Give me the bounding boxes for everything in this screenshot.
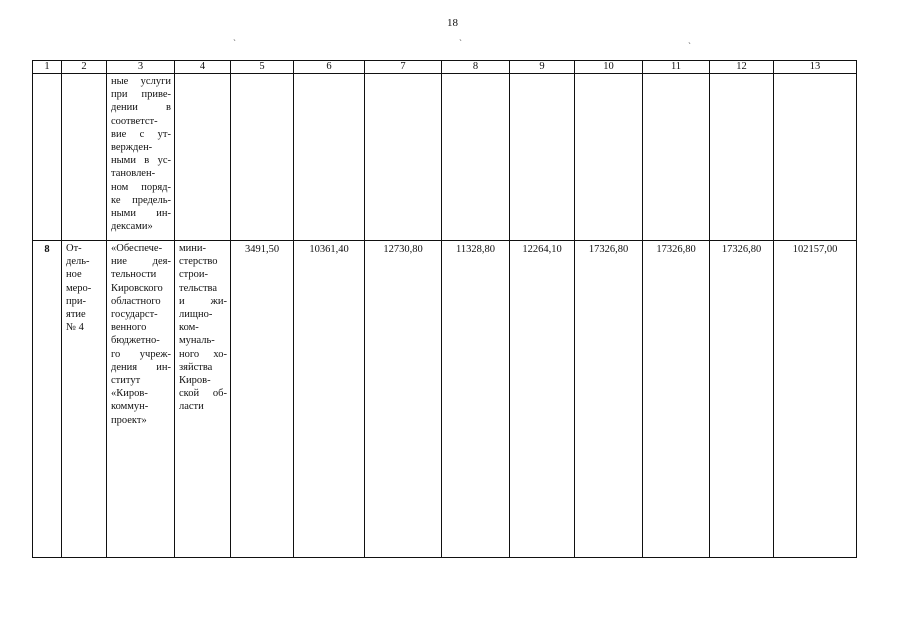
table-cell xyxy=(774,74,857,241)
value-col13-total: 102157,00 xyxy=(792,244,838,255)
text-line: при- xyxy=(66,295,86,307)
value-cell xyxy=(710,241,774,558)
text-line: венного xyxy=(111,322,147,334)
table-cell xyxy=(510,74,575,241)
value-cell xyxy=(231,241,294,558)
scan-speck: ˏ xyxy=(688,34,691,44)
page-number: 18 xyxy=(447,17,458,29)
table-cell xyxy=(710,74,774,241)
column-header: 9 xyxy=(510,61,575,74)
text-line: соответст- xyxy=(111,115,158,127)
text-line: ласти xyxy=(179,401,204,413)
text-line: зяйства xyxy=(179,361,213,373)
activity-description xyxy=(107,241,174,427)
table-cell xyxy=(231,74,294,241)
text-line: и жи- xyxy=(179,295,227,307)
text-line: От- xyxy=(66,243,82,254)
text-line: ститут xyxy=(111,375,141,387)
table-cell xyxy=(175,74,231,241)
text-line: «Киров- xyxy=(111,388,148,400)
column-header: 10 xyxy=(575,61,643,74)
text-line: коммун- xyxy=(111,401,149,413)
table-cell xyxy=(575,74,643,241)
data-table xyxy=(32,60,857,558)
text-line: государст- xyxy=(111,309,158,321)
text-line: областного xyxy=(111,295,161,307)
text-line: Киров- xyxy=(179,375,211,387)
table-cell xyxy=(365,74,442,241)
column-header: 3 xyxy=(107,61,175,74)
text-line: «Обеспече- xyxy=(111,243,163,254)
text-line: ской об- xyxy=(179,388,227,400)
text-line: го учреж- xyxy=(111,348,171,360)
value-cell xyxy=(294,241,365,558)
text-line: дексами» xyxy=(111,221,153,233)
text-line: Кировского xyxy=(111,282,163,294)
text-line: проект» xyxy=(111,414,147,426)
column-header: 8 xyxy=(442,61,510,74)
text-line: при приве- xyxy=(111,89,171,101)
text-line: меро- xyxy=(66,282,92,294)
table-cell xyxy=(442,74,510,241)
activity-description-cell xyxy=(107,241,175,558)
scan-speck: ˋ xyxy=(459,38,462,48)
text-line: № 4 xyxy=(66,322,84,334)
value-col8: 11328,80 xyxy=(456,244,495,255)
row-number-cell xyxy=(33,241,62,558)
text-line: бюджетно- xyxy=(111,335,160,347)
column-header: 7 xyxy=(365,61,442,74)
value-col12: 17326,80 xyxy=(721,244,762,255)
text-line: ком- xyxy=(179,322,199,334)
table-cell-description xyxy=(107,74,175,241)
text-line: тельности xyxy=(111,269,157,281)
column-header: 12 xyxy=(710,61,774,74)
table-row-continuation xyxy=(33,74,857,241)
activity-type xyxy=(62,241,106,334)
text-line: дель- xyxy=(66,256,90,268)
table-cell xyxy=(643,74,710,241)
text-line: ные услуги xyxy=(111,76,171,87)
value-col6: 10361,40 xyxy=(309,244,349,255)
value-col5: 3491,50 xyxy=(244,244,280,255)
column-header: 2 xyxy=(62,61,107,74)
responsible-executor xyxy=(175,241,230,414)
text-line: ном поряд- xyxy=(111,181,171,193)
text-line: тановлен- xyxy=(111,168,156,180)
responsible-executor-cell xyxy=(175,241,231,558)
table-cell xyxy=(294,74,365,241)
text-line: строи- xyxy=(179,269,208,281)
text-line: вие с ут- xyxy=(111,128,171,140)
value-col7: 12730,80 xyxy=(383,244,423,255)
value-col10: 17326,80 xyxy=(588,244,629,255)
activity-type-cell xyxy=(62,241,107,558)
text-line: ке предель- xyxy=(111,194,171,206)
value-cell xyxy=(365,241,442,558)
row-number: 8 xyxy=(44,244,50,255)
table-cell xyxy=(33,74,62,241)
text-line: ного хо- xyxy=(179,348,227,360)
value-cell xyxy=(774,241,857,558)
text-line: лищно- xyxy=(179,309,213,321)
text-line: стерство xyxy=(179,256,218,268)
value-cell xyxy=(575,241,643,558)
scan-speck: ˋ xyxy=(233,38,236,48)
column-header: 11 xyxy=(643,61,710,74)
value-col11: 17326,80 xyxy=(656,244,696,255)
column-header: 6 xyxy=(294,61,365,74)
value-col9: 12264,10 xyxy=(522,244,562,255)
text-line: ными в ус- xyxy=(111,155,171,167)
text-line: ное xyxy=(66,269,82,281)
text-line: ными ин- xyxy=(111,208,171,220)
text-line: тельства xyxy=(179,282,218,294)
text-line: вержден- xyxy=(111,142,153,154)
continuation-description xyxy=(107,74,174,233)
column-header: 5 xyxy=(231,61,294,74)
text-line: мини- xyxy=(179,243,206,254)
table-row-8 xyxy=(33,241,857,558)
column-header: 13 xyxy=(774,61,857,74)
text-line: муналь- xyxy=(179,335,215,347)
value-cell xyxy=(643,241,710,558)
value-cell xyxy=(510,241,575,558)
text-line: ятие xyxy=(66,309,86,321)
text-line: дения ин- xyxy=(111,361,171,373)
value-cell xyxy=(442,241,510,558)
text-line: дении в xyxy=(111,102,171,114)
header-row xyxy=(33,61,857,74)
column-header: 1 xyxy=(33,61,62,74)
column-header: 4 xyxy=(175,61,231,74)
table-cell xyxy=(62,74,107,241)
text-line: ние дея- xyxy=(111,256,171,268)
